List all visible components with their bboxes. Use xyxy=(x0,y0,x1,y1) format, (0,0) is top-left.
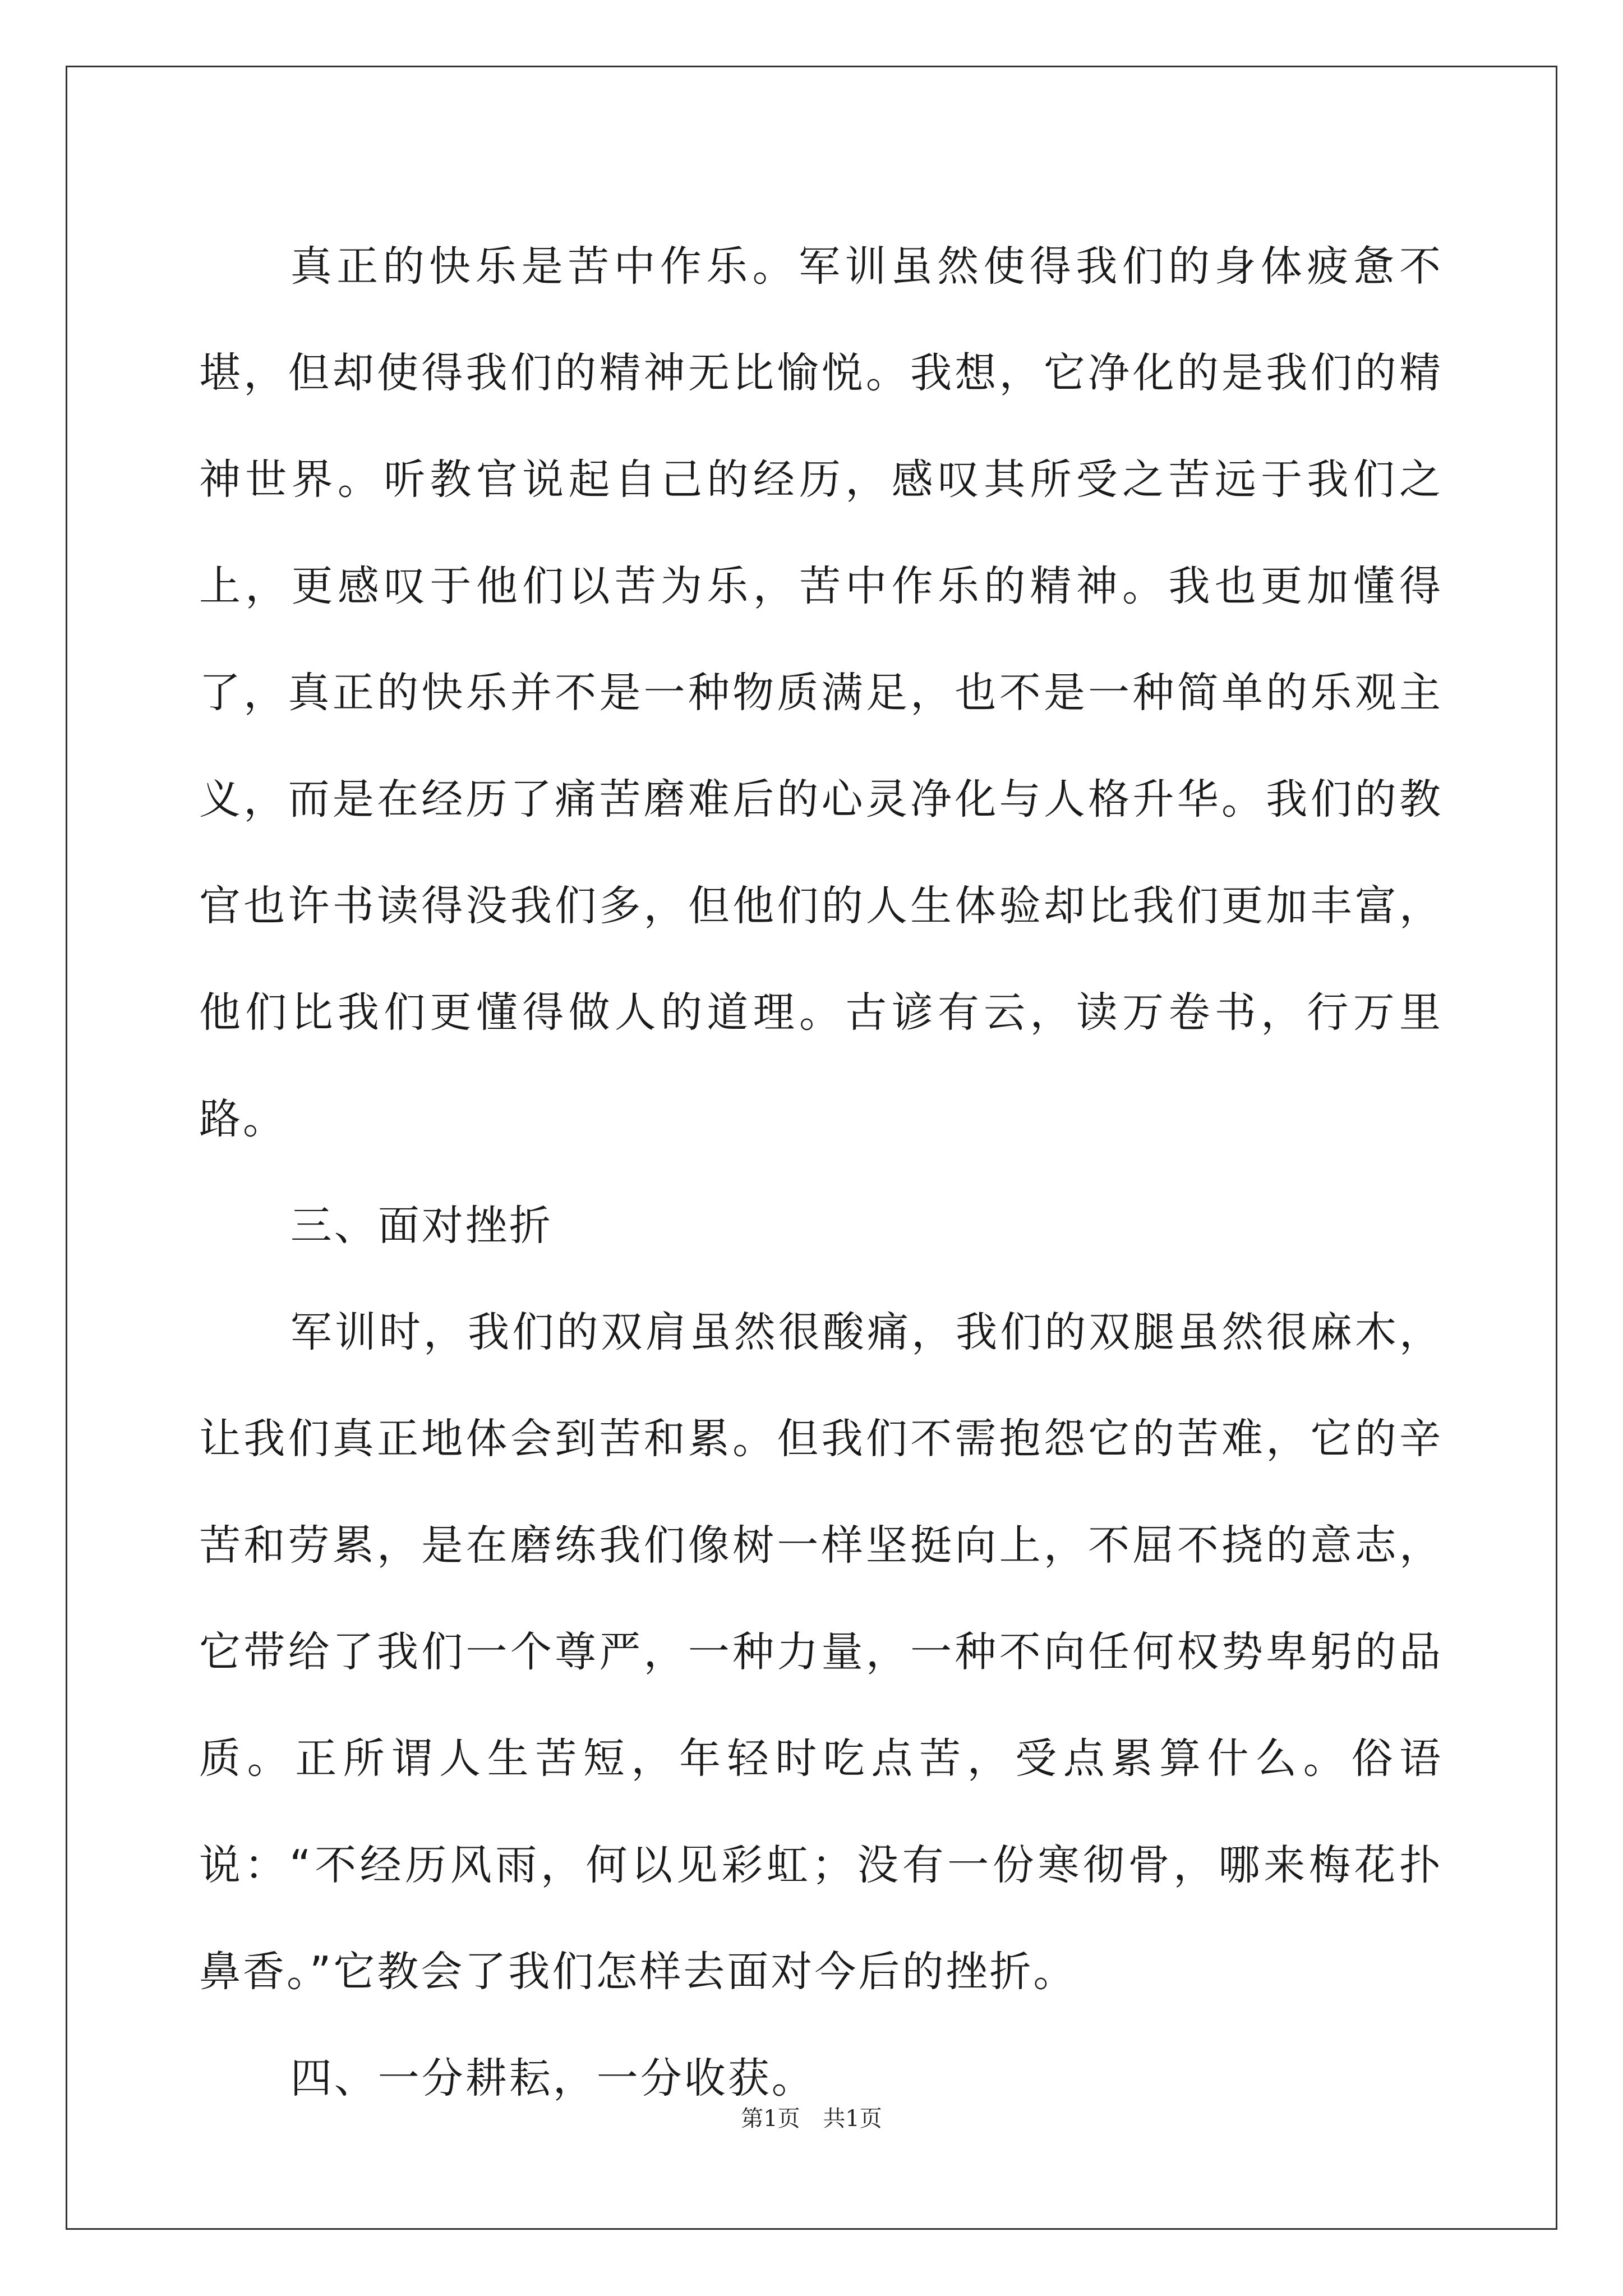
section-heading-setbacks: 三、面对挫折 xyxy=(290,1202,553,1250)
page-number-total: 共1页 xyxy=(823,2106,882,2132)
page-number-current: 第1页 xyxy=(741,2106,800,2132)
document-body xyxy=(199,213,1443,2132)
paragraph-happiness: 真正的快乐是苦中作乐。军训虽然使得我们的身体疲惫不堪，但却使得我们的精神无比愉悦。我想，它净化的是我们的精神世界。听教官说起自己的经历，感叹其所受之苦远于我们之上，更感叹于他们以苦为乐，苦中作乐的精神。我也更加懂得了，真正的快乐并不是一种物质满足，也不是一种简单的乐观主义，而是在经历了痛苦磨难后的心灵净化与人格升华。我们的教官也许书读得没我们多，但他们的人生体验却比我们更加丰富，他们比我们更懂得做人的道理。古谚有云，读万卷书，行万里路。 xyxy=(199,242,1443,1143)
page-footer xyxy=(0,2101,1623,2133)
section-heading-harvest: 四、一分耕耘，一分收获。 xyxy=(290,2054,815,2102)
paragraph-setbacks: 军训时，我们的双肩虽然很酸痛，我们的双腿虽然很麻木，让我们真正地体会到苦和累。但我们不需抱怨它的苦难，它的辛苦和劳累，是在磨练我们像树一样坚挺向上，不屈不挠的意志，它带给了我们一个尊严，一种力量，一种不向任何权势卑躬的品质。正所谓人生苦短，年轻时吃点苦，受点累算什么。俗语说：“不经历风雨，何以见彩虹；没有一份寒彻骨，哪来梅花扑鼻香。”它教会了我们怎样去面对今后的挫折。 xyxy=(199,1308,1443,1996)
